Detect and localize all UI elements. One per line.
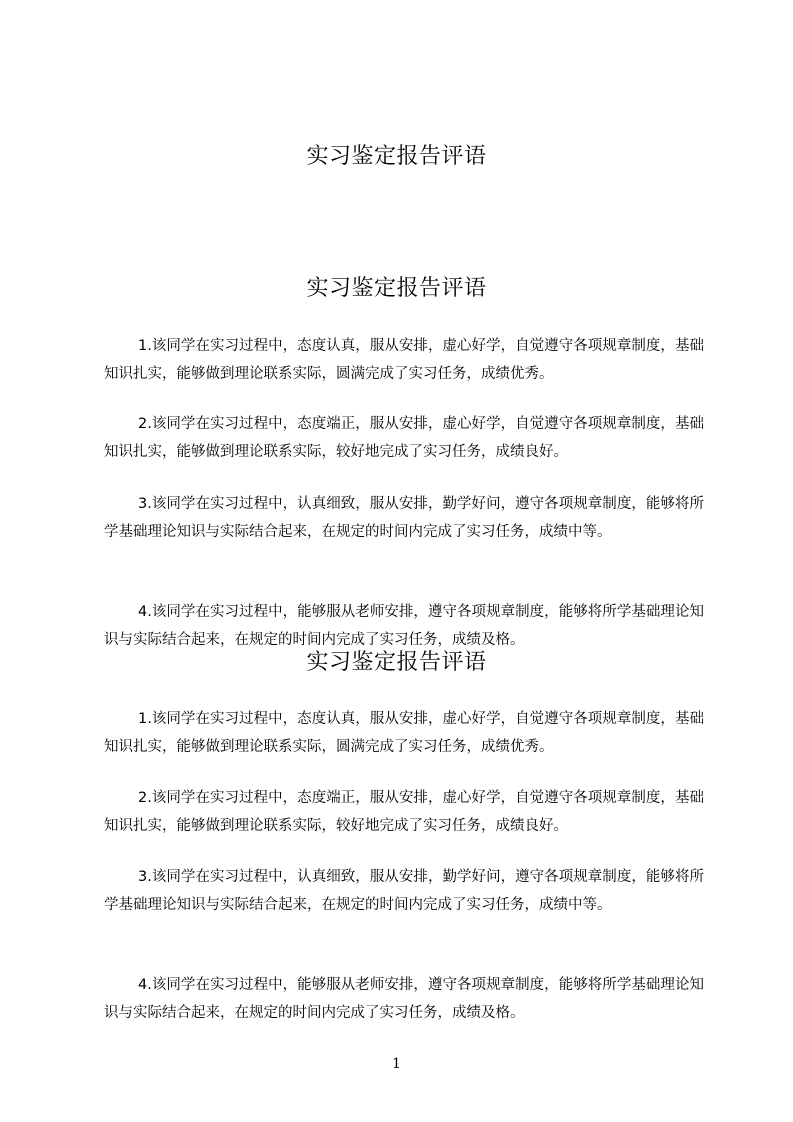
comment-paragraph-4: 4.该同学在实习过程中，能够服从老师安排，遵守各项规章制度，能够将所学基础理论知识与实际结合起来，在规定的时间内完成了实习任务，成绩及格。 (104, 977, 704, 1021)
section-title: 实习鉴定报告评语 (306, 650, 487, 675)
document-title: 实习鉴定报告评语 (306, 144, 487, 169)
section-title: 实习鉴定报告评语 (306, 276, 487, 301)
comment-paragraph-3: 3.该同学在实习过程中，认真细致，服从安排，勤学好问，遵守各项规章制度，能够将所学基础理论知识与实际结合起来，在规定的时间内完成了实习任务，成绩中等。 (104, 496, 704, 540)
comment-paragraph-2: 2.该同学在实习过程中，态度端正，服从安排，虚心好学，自觉遵守各项规章制度，基础知识扎实，能够做到理论联系实际，较好地完成了实习任务，成绩良好。 (104, 416, 704, 460)
comment-paragraph-3: 3.该同学在实习过程中，认真细致，服从安排，勤学好问，遵守各项规章制度，能够将所学基础理论知识与实际结合起来，在规定的时间内完成了实习任务，成绩中等。 (104, 869, 704, 913)
page-number: 1 (392, 1056, 401, 1072)
comment-paragraph-1: 1.该同学在实习过程中，态度认真，服从安排，虚心好学，自觉遵守各项规章制度，基础知识扎实，能够做到理论联系实际，圆满完成了实习任务，成绩优秀。 (104, 711, 704, 755)
comment-paragraph-2: 2.该同学在实习过程中，态度端正，服从安排，虚心好学，自觉遵守各项规章制度，基础知识扎实，能够做到理论联系实际，较好地完成了实习任务，成绩良好。 (104, 790, 704, 834)
comment-paragraph-4: 4.该同学在实习过程中，能够服从老师安排，遵守各项规章制度，能够将所学基础理论知识与实际结合起来，在规定的时间内完成了实习任务，成绩及格。 (104, 604, 704, 648)
comment-paragraph-1: 1.该同学在实习过程中，态度认真，服从安排，虚心好学，自觉遵守各项规章制度，基础知识扎实，能够做到理论联系实际，圆满完成了实习任务，成绩优秀。 (104, 338, 704, 382)
